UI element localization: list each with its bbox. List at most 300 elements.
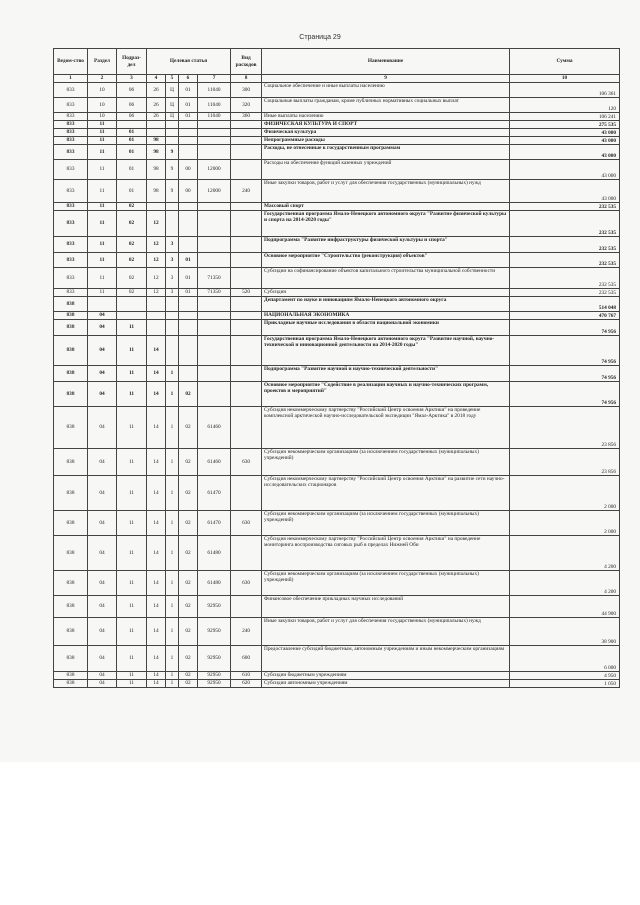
code-cell: 838 [54,336,88,366]
code-cell: 14 [147,407,166,449]
sum-cell: 23 856 [510,407,620,449]
code-cell [231,312,262,320]
code-cell: 838 [54,312,88,320]
code-cell [179,336,198,366]
table-row [54,382,620,407]
code-cell [147,312,166,320]
code-cell: 11 [117,336,147,366]
code-cell: 12000 [198,180,231,203]
code-cell [198,237,231,253]
code-cell: 98 [147,137,166,145]
code-cell: 02 [117,237,147,253]
name-cell: Субсидии [262,289,510,297]
name-cell: Департамент по науке и инновациям Ямало-Ненецкого автономного округа [262,297,510,312]
table-row [54,98,620,113]
code-cell [166,137,179,145]
code-cell: 1 [166,536,179,571]
table-row [54,596,620,618]
code-cell: 01 [179,253,198,268]
sum-cell: 232 535 [510,237,620,253]
name-cell: Иные закупки товаров, работ и услуг для обеспечения государственных (муниципальных) нужд [262,180,510,203]
code-cell: 10 [88,98,117,113]
code-cell: 600 [231,646,262,672]
sum-cell: 43 000 [510,145,620,160]
name-cell: Социальные выплаты гражданам, кроме публичных нормативных социальных выплат [262,98,510,113]
code-cell [198,129,231,137]
code-cell [147,129,166,137]
sum-cell: 23 856 [510,449,620,476]
code-cell: 11 [117,680,147,688]
code-cell: 838 [54,646,88,672]
code-cell: 9 [166,160,179,180]
code-cell: 833 [54,137,88,145]
code-cell [166,320,179,336]
header-vid: Вид расходов [231,49,262,75]
code-cell: 1 [166,672,179,680]
code-cell: 14 [147,596,166,618]
code-cell: 838 [54,382,88,407]
code-cell: 1 [166,511,179,536]
table-row [54,289,620,297]
name-cell: Социальное обеспечение и иные выплаты населению [262,83,510,98]
table-row [54,160,620,180]
code-cell: 833 [54,253,88,268]
code-cell: 838 [54,618,88,646]
code-cell: 04 [88,382,117,407]
code-cell: 02 [179,646,198,672]
name-cell: Государственная программа Ямало-Ненецкого автономного округа "Развитие физической культуры и спорта на 2014-2020 годы" [262,211,510,237]
code-cell: 9 [166,145,179,160]
code-cell: 12 [147,211,166,237]
code-cell: 01 [117,145,147,160]
code-cell [166,312,179,320]
code-cell: 02 [179,536,198,571]
code-cell: 11 [88,129,117,137]
code-cell: 61460 [198,449,231,476]
code-cell: 3 [166,289,179,297]
table-row [54,268,620,289]
code-cell [231,211,262,237]
code-cell: 04 [88,646,117,672]
code-cell: 833 [54,180,88,203]
sum-cell: 514 048 [510,297,620,312]
name-cell: Субсидия некоммерческому партнерству "Российский Центр освоения Арктики" на проведение комплексной арктической научно-исследовательской экспедиции "Ямал-Арктика" в 2018 году [262,407,510,449]
code-cell: 838 [54,672,88,680]
code-cell: 12 [147,237,166,253]
sum-cell: 1 050 [510,680,620,688]
sum-cell: 2 000 [510,511,620,536]
code-cell: 04 [88,571,117,596]
header-celevaya: Целевая статья [147,49,231,75]
name-cell: Субсидии некоммерческим организациям (за исключением государственных (муниципальных) учреждений) [262,511,510,536]
code-cell: 61470 [198,476,231,511]
sum-cell: 232 535 [510,211,620,237]
column-number: 6 [179,75,198,83]
code-cell: 1 [166,571,179,596]
code-cell: 14 [147,680,166,688]
code-cell: 01 [117,137,147,145]
code-cell: 11 [117,618,147,646]
code-cell: 838 [54,407,88,449]
code-cell: 04 [88,366,117,382]
code-cell: 11 [117,596,147,618]
code-cell: 04 [88,312,117,320]
code-cell: 12000 [198,160,231,180]
header-naimenovanie: Наименование [262,49,510,75]
code-cell: 26 [147,113,166,121]
code-cell: 14 [147,336,166,366]
code-cell: 26 [147,83,166,98]
code-cell: 04 [88,618,117,646]
name-cell: Субсидии некоммерческим организациям (за исключением государственных (муниципальных) учреждений) [262,449,510,476]
column-number: 9 [262,75,510,83]
code-cell: 1 [166,596,179,618]
code-cell: 11040 [198,83,231,98]
code-cell: 01 [179,289,198,297]
table-row [54,83,620,98]
code-cell: 838 [54,320,88,336]
table-row [54,672,620,680]
code-cell [198,211,231,237]
code-cell [231,145,262,160]
code-cell: 06 [117,98,147,113]
sum-cell: 106 241 [510,113,620,121]
code-cell [198,297,231,312]
code-cell [166,121,179,129]
sum-cell: 232 535 [510,289,620,297]
code-cell: 9 [166,180,179,203]
table-row [54,511,620,536]
code-cell [117,312,147,320]
code-cell [231,121,262,129]
code-cell: 11 [88,237,117,253]
code-cell: 833 [54,145,88,160]
sum-cell: 232 535 [510,268,620,289]
code-cell: 61470 [198,511,231,536]
code-cell: 06 [117,113,147,121]
code-cell [231,237,262,253]
sum-cell: 4 200 [510,536,620,571]
table-row [54,536,620,571]
table-row [54,203,620,211]
sum-cell: 232 535 [510,203,620,211]
table-row [54,618,620,646]
code-cell: 11 [88,160,117,180]
code-cell: 630 [231,511,262,536]
code-cell: 1 [166,680,179,688]
code-cell: 11 [117,536,147,571]
code-cell: 11 [88,289,117,297]
column-number: 5 [166,75,179,83]
code-cell: 98 [147,145,166,160]
code-cell: 11 [88,203,117,211]
code-cell: 620 [231,680,262,688]
code-cell: 98 [147,160,166,180]
code-cell: 14 [147,366,166,382]
sum-cell: 43 000 [510,137,620,145]
code-cell: 12 [147,268,166,289]
code-cell: 14 [147,618,166,646]
column-number: 8 [231,75,262,83]
code-cell: 98 [147,180,166,203]
code-cell [198,121,231,129]
code-cell: 1 [166,476,179,511]
column-number: 7 [198,75,231,83]
code-cell [166,203,179,211]
code-cell: 02 [179,407,198,449]
code-cell: 06 [117,83,147,98]
code-cell [231,336,262,366]
code-cell: 11040 [198,98,231,113]
code-cell [198,312,231,320]
code-cell [231,536,262,571]
table-row [54,180,620,203]
sum-cell: 43 000 [510,160,620,180]
code-cell: 11 [117,672,147,680]
code-cell: 14 [147,672,166,680]
code-cell: 04 [88,596,117,618]
code-cell: 11 [88,268,117,289]
code-cell: 61460 [198,407,231,449]
code-cell [198,336,231,366]
table-row [54,336,620,366]
table-row [54,129,620,137]
code-cell: 92950 [198,672,231,680]
table-row [54,320,620,336]
name-cell: Иные выплаты населению [262,113,510,121]
code-cell: 10 [88,83,117,98]
table-row [54,366,620,382]
name-cell: Субсидии бюджетным учреждениям [262,672,510,680]
name-cell: Предоставление субсидий бюджетным, автономным учреждениям и иным некоммерческим организациям [262,646,510,672]
name-cell: Основное мероприятие "Строительство (реконструкция) объектов" [262,253,510,268]
code-cell [198,145,231,160]
code-cell [198,203,231,211]
code-cell: 833 [54,98,88,113]
code-cell: 01 [179,98,198,113]
code-cell: 3 [166,253,179,268]
code-cell: 11 [88,121,117,129]
name-cell: Подпрограмма "Развитие инфраструктуры физической культуры и спорта" [262,237,510,253]
code-cell: Ц [166,113,179,121]
code-cell [198,366,231,382]
code-cell: 1 [166,618,179,646]
sum-cell: 6 000 [510,646,620,672]
code-cell: 02 [179,449,198,476]
code-cell: 630 [231,571,262,596]
code-cell: 61480 [198,571,231,596]
code-cell: 04 [88,320,117,336]
name-cell: Государственная программа Ямало-Ненецкого автономного округа "Развитие научной, научно-технической и инновационной деятельности на 2014-2020 годы" [262,336,510,366]
sum-cell: 74 956 [510,336,620,366]
sum-cell: 4 200 [510,571,620,596]
code-cell: 01 [179,268,198,289]
table-row [54,121,620,129]
name-cell: Подпрограмма "Развитие научной и научно-технической деятельности" [262,366,510,382]
table-row [54,312,620,320]
table-row [54,476,620,511]
sum-cell: 43 000 [510,129,620,137]
code-cell [166,297,179,312]
table-row [54,237,620,253]
name-cell: Субсидии на софинансирование объектов капитального строительства муниципальной собственности [262,268,510,289]
code-cell: 630 [231,449,262,476]
sum-cell: 74 956 [510,320,620,336]
code-cell [231,253,262,268]
code-cell [231,407,262,449]
code-cell: 11 [88,180,117,203]
code-cell: 1 [166,407,179,449]
code-cell: 838 [54,449,88,476]
column-number: 4 [147,75,166,83]
code-cell: 3 [166,237,179,253]
table-body [54,83,620,688]
name-cell: НАЦИОНАЛЬНАЯ ЭКОНОМИКА [262,312,510,320]
code-cell: 02 [117,203,147,211]
code-cell: 04 [88,476,117,511]
code-cell: 11 [88,211,117,237]
column-number: 1 [54,75,88,83]
code-cell: 838 [54,476,88,511]
code-cell [166,211,179,237]
code-cell: 92950 [198,680,231,688]
code-cell: 11 [117,476,147,511]
code-cell: 04 [88,449,117,476]
code-cell: 02 [179,382,198,407]
code-cell [179,121,198,129]
header-summa: Сумма [510,49,620,75]
code-cell [198,320,231,336]
code-cell: 10 [88,113,117,121]
name-cell: Субсидия некоммерческому партнерству "Российский Центр освоения Арктики" на развитие сети научно-исследовательских стационаров [262,476,510,511]
code-cell: 01 [117,180,147,203]
code-cell [231,268,262,289]
code-cell: 12 [147,253,166,268]
code-cell [147,121,166,129]
code-cell: 61480 [198,536,231,571]
code-cell: 11 [117,511,147,536]
code-cell [231,366,262,382]
code-cell: 02 [179,571,198,596]
header-vedomstvo: Ведом-ство [54,49,88,75]
code-cell: 833 [54,237,88,253]
code-cell: 833 [54,160,88,180]
code-cell: 11 [88,145,117,160]
code-cell: 14 [147,571,166,596]
code-cell: 11 [117,407,147,449]
name-cell: ФИЗИЧЕСКАЯ КУЛЬТУРА И СПОРТ [262,121,510,129]
code-cell: 240 [231,618,262,646]
code-cell: 11 [88,253,117,268]
code-cell: 71350 [198,268,231,289]
column-number: 10 [510,75,620,83]
sum-cell: 470 767 [510,312,620,320]
code-cell [166,336,179,366]
code-cell [88,297,117,312]
code-cell: 04 [88,336,117,366]
code-cell: 833 [54,129,88,137]
code-cell: 833 [54,211,88,237]
code-cell: 04 [88,672,117,680]
code-cell: 838 [54,680,88,688]
table-header-row [54,49,620,75]
code-cell: 1 [166,646,179,672]
code-cell: 02 [117,289,147,297]
sum-cell: 106 361 [510,83,620,98]
code-cell: 11 [117,366,147,382]
code-cell [179,320,198,336]
code-cell: 04 [88,680,117,688]
table-row [54,253,620,268]
code-cell: 11 [117,646,147,672]
code-cell [231,382,262,407]
code-cell [179,203,198,211]
sum-cell: 275 535 [510,121,620,129]
sum-cell: 43 000 [510,180,620,203]
budget-table [53,48,620,688]
name-cell: Расходы, не отнесенные к государственным программам [262,145,510,160]
header-razdel: Раздел [88,49,117,75]
code-cell [179,137,198,145]
code-cell [117,121,147,129]
code-cell [179,297,198,312]
code-cell: 02 [179,618,198,646]
code-cell: 520 [231,289,262,297]
code-cell [231,596,262,618]
table-row [54,680,620,688]
code-cell: 04 [88,407,117,449]
code-cell: 02 [117,253,147,268]
code-cell: 833 [54,268,88,289]
code-cell: 02 [117,211,147,237]
code-cell [179,312,198,320]
code-cell [147,203,166,211]
table-row [54,297,620,312]
code-cell [179,237,198,253]
code-cell [179,129,198,137]
sum-cell: 44 900 [510,596,620,618]
column-number: 3 [117,75,147,83]
code-cell [117,297,147,312]
code-cell [198,382,231,407]
code-cell: 14 [147,536,166,571]
table-row [54,211,620,237]
code-cell: 833 [54,83,88,98]
code-cell [231,129,262,137]
code-cell: 1 [166,449,179,476]
code-cell: 02 [179,672,198,680]
name-cell: Расходы на обеспечение функций казенных учреждений [262,160,510,180]
code-cell: 360 [231,113,262,121]
name-cell: Субсидии некоммерческим организациям (за исключением государственных (муниципальных) учреждений) [262,571,510,596]
code-cell [179,211,198,237]
code-cell: 92950 [198,618,231,646]
code-cell: 14 [147,382,166,407]
code-cell: 02 [179,680,198,688]
code-cell: 14 [147,449,166,476]
code-cell: 02 [117,268,147,289]
code-cell: 838 [54,511,88,536]
code-cell: 26 [147,98,166,113]
code-cell: 11040 [198,113,231,121]
code-cell [231,320,262,336]
code-cell: 833 [54,121,88,129]
code-cell: 838 [54,536,88,571]
name-cell: Физическая культура [262,129,510,137]
code-cell: 14 [147,476,166,511]
code-cell [231,203,262,211]
code-cell: 11 [117,320,147,336]
